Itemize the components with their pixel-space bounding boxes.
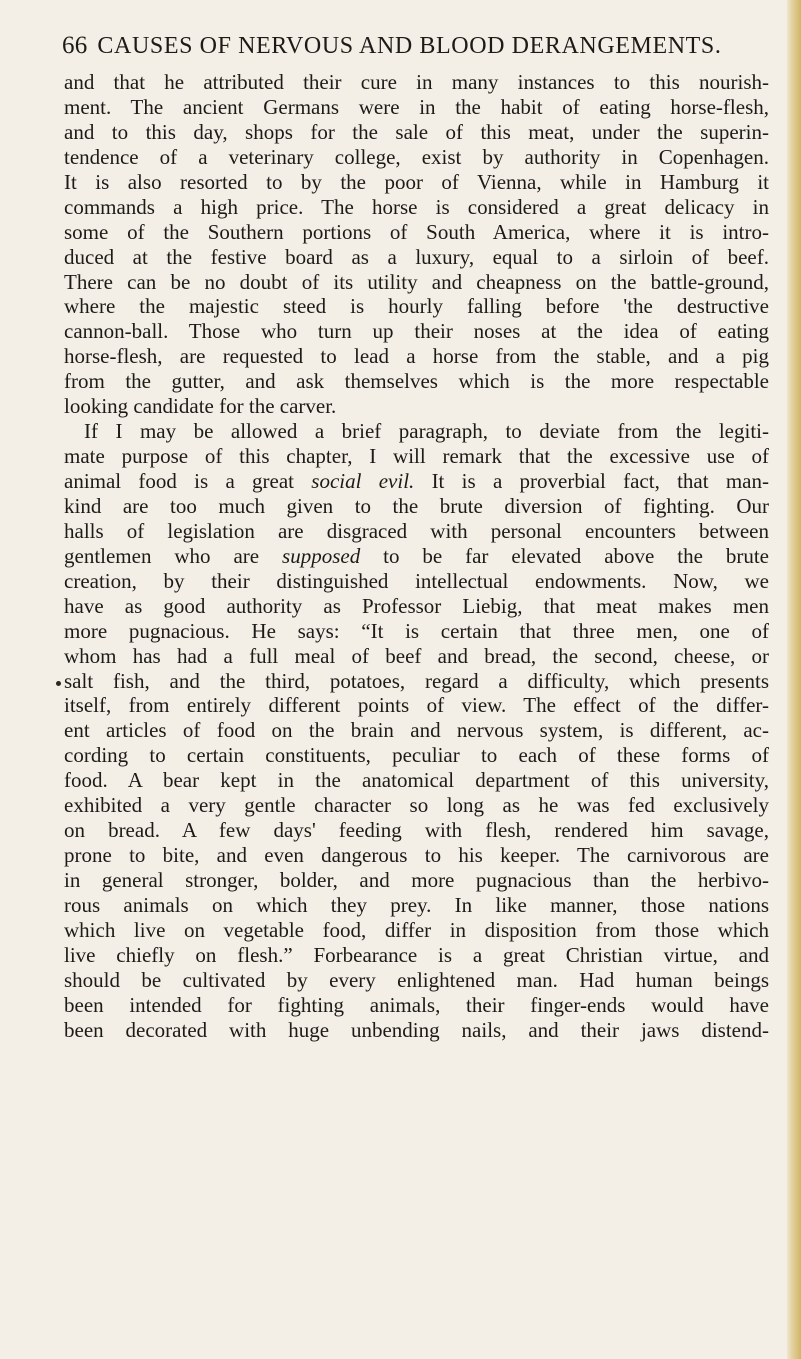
text-line: whom has had a full meal of beef and bread, the second, cheese, or [64, 643, 769, 668]
running-title: CAUSES OF NERVOUS AND BLOOD DERANGEMENTS. [97, 33, 722, 59]
text-line: and that he attributed their cure in many instances to this nourish- [64, 70, 769, 94]
text-line: on bread. A few days' feeding with flesh, rendered him savage, [64, 818, 769, 843]
text-line: itself, from entirely different points of view. The effect of the differ- [64, 693, 769, 718]
text-line: some of the Southern portions of South America, where it is intro- [64, 219, 769, 244]
text-line: halls of legislation are disgraced with personal encounters between [64, 518, 769, 543]
text-line: food. A bear kept in the anatomical department of this university, [64, 768, 769, 793]
text-line: cannon-ball. Those who turn up their noses at the idea of eating [64, 319, 769, 344]
emphasis: social evil. [311, 469, 415, 493]
page-edge [787, 0, 801, 1359]
text-segment: animal food is a great [64, 469, 312, 493]
text-line: There can be no doubt of its utility and cheapness on the battle-ground, [64, 269, 769, 294]
text-line: cording to certain constituents, peculiar to each of these forms of [64, 743, 769, 768]
text-line: It is also resorted to by the poor of Vienna, while in Hamburg it [64, 169, 769, 194]
text-line: ent articles of food on the brain and nervous system, is different, ac- [64, 718, 769, 743]
text-line: salt fish, and the third, potatoes, regard a difficulty, which presents [64, 668, 769, 693]
text-line: where the majestic steed is hourly falling before 'the destructive [64, 294, 769, 319]
text-line: commands a high price. The horse is considered a great delicacy in [64, 194, 769, 219]
text-segment: gentlemen who are [64, 543, 283, 568]
text-line [64, 544, 769, 569]
text-line: duced at the festive board as a luxury, equal to a sirloin of beef. [64, 244, 769, 269]
text-line: should be cultivated by every enlightened man. Had human beings [64, 967, 769, 992]
text-line: live chiefly on flesh.” Forbearance is a great Christian virtue, and [64, 942, 769, 967]
text-line: and to this day, shops for the sale of this meat, under the superin- [64, 119, 769, 144]
text-line: rous animals on which they prey. In like manner, those nations [64, 892, 769, 917]
running-header [62, 32, 752, 60]
text-line: looking candidate for the carver. [64, 394, 337, 419]
emphasis: supposed [282, 543, 361, 568]
text-line: been intended for fighting animals, their finger-ends would have [64, 992, 769, 1017]
text-line: creation, by their distinguished intellectual endowments. Now, we [64, 568, 769, 593]
text-line: been decorated with huge unbending nails, and their jaws distend- [64, 1017, 769, 1042]
text-line: If I may be allowed a brief paragraph, to deviate from the legiti- [84, 419, 769, 444]
text-line: exhibited a very gentle character so long as he was fed exclusively [64, 793, 769, 818]
text-line: horse-flesh, are requested to lead a horse from the stable, and a pig [64, 344, 769, 369]
text-line [64, 469, 769, 494]
text-line: tendence of a veterinary college, exist by authority in Copenhagen. [64, 144, 769, 169]
body-text [64, 70, 769, 1043]
text-line: kind are too much given to the brute diversion of fighting. Our [64, 493, 769, 518]
text-line: more pugnacious. He says: “It is certain that three men, one of [64, 618, 769, 643]
text-line: from the gutter, and ask themselves which is the more respectable [64, 369, 769, 394]
text-line: prone to bite, and even dangerous to his keeper. The carnivorous are [64, 843, 769, 868]
text-line: ment. The ancient Germans were in the habit of eating horse-flesh, [64, 94, 769, 119]
text-line: which live on vegetable food, differ in disposition from those which [64, 917, 769, 942]
margin-mark [56, 681, 61, 686]
text-line: in general stronger, bolder, and more pugnacious than the herbivo- [64, 868, 769, 892]
text-segment: It is a proverbial fact, that man- [414, 469, 769, 493]
page-number: 66 [62, 32, 88, 59]
text-segment: to be far elevated above the brute [360, 543, 769, 568]
text-line: mate purpose of this chapter, I will remark that the excessive use of [64, 444, 769, 469]
text-line: have as good authority as Professor Liebig, that meat makes men [64, 593, 769, 618]
